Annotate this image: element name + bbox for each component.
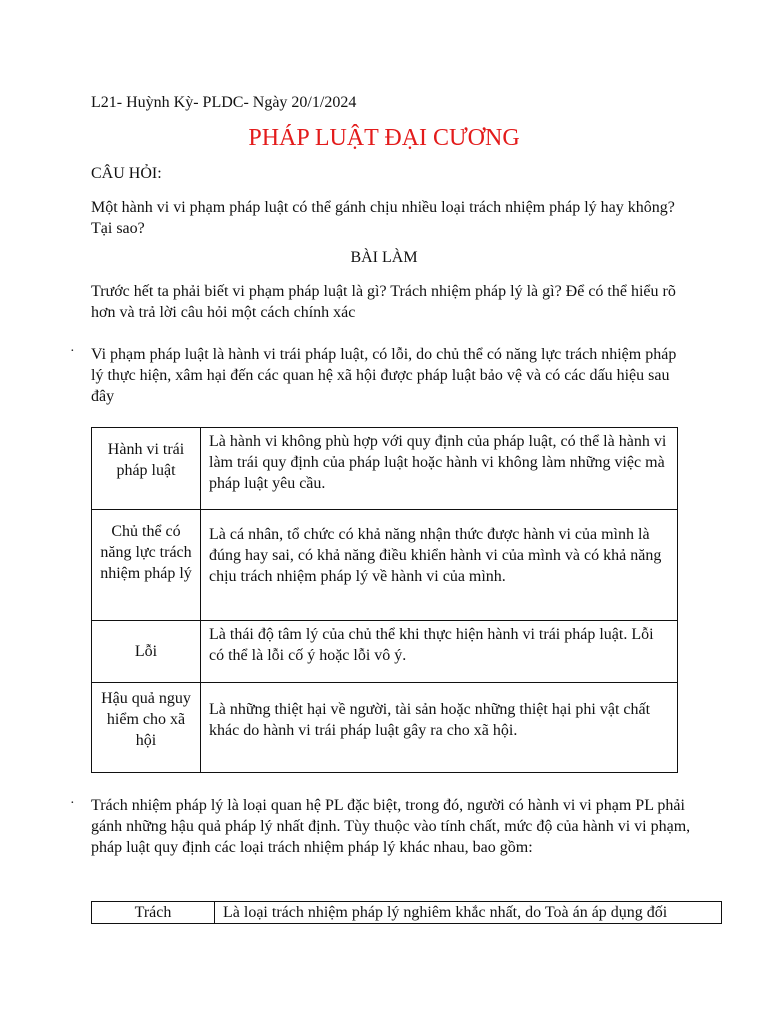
question-text: Một hành vi vi phạm pháp luật có thể gánh chịu nhiều loại trách nhiệm pháp lý hay không? Tại sao?	[91, 199, 675, 237]
table-cell-term: Chủ thể có năng lực trách nhiệm pháp lý	[92, 510, 201, 621]
document-title: PHÁP LUẬT ĐẠI CƯƠNG	[248, 125, 520, 151]
table-cell-definition: Là hành vi không phù hợp với quy định của pháp luật, có thể là hành vi làm trái quy định của pháp luật hoặc hành vi không làm những việc mà pháp luật yêu cầu.	[201, 428, 678, 510]
document-meta: L21- Huỳnh Kỳ- PLDC- Ngày 20/1/2024	[91, 94, 357, 111]
liability-types-table	[91, 901, 722, 924]
intro-paragraph: Trước hết ta phải biết vi phạm pháp luật là gì? Trách nhiệm pháp lý là gì? Để có thể hiểu rõ hơn và trả lời câu hỏi một cách chính xác	[91, 283, 676, 321]
table-cell-definition: Là những thiệt hại về người, tài sản hoặc những thiệt hại phi vật chất khác do hành vi trái pháp luật gây ra cho xã hội.	[201, 683, 678, 773]
table-cell-term: Hậu quả nguy hiểm cho xã hội	[92, 683, 201, 773]
violation-signs-table	[91, 427, 678, 773]
table-row	[92, 428, 678, 510]
table-cell-definition: Là loại trách nhiệm pháp lý nghiêm khắc nhất, do Toà án áp dụng đối	[215, 902, 722, 924]
table-cell-term: Lỗi	[92, 621, 201, 683]
question-label: CÂU HỎI:	[91, 165, 162, 182]
bullet-paragraph-liability: Trách nhiệm pháp lý là loại quan hệ PL đặc biệt, trong đó, người có hành vi vi phạm PL phải gánh những hậu quả pháp lý nhất định. Tùy thuộc vào tính chất, mức độ của hành vi vi phạm, pháp luật quy định các loại trách nhiệm pháp lý khác nhau, bao gồm:	[91, 797, 691, 856]
bullet-paragraph-violation: Vi phạm pháp luật là hành vi trái pháp luật, có lỗi, do chủ thể có năng lực trách nhiệm pháp lý thực hiện, xâm hại đến các quan hệ xã hội được pháp luật bảo vệ và có các dấu hiệu sau đây	[91, 346, 677, 405]
table-row	[92, 902, 722, 924]
table-row	[92, 621, 678, 683]
table-row	[92, 683, 678, 773]
table-cell-definition: Là cá nhân, tổ chức có khả năng nhận thức được hành vi của mình là đúng hay sai, có khả năng điều khiển hành vi của mình và có khả năng chịu trách nhiệm pháp lý về hành vi của mình.	[201, 510, 678, 621]
bullet-marker: ·	[70, 796, 75, 811]
bullet-marker: ·	[70, 344, 75, 359]
table-cell-term: Trách	[92, 902, 215, 924]
table-cell-term: Hành vi trái pháp luật	[92, 428, 201, 510]
table-cell-definition: Là thái độ tâm lý của chủ thể khi thực hiện hành vi trái pháp luật. Lỗi có thể là lỗi cố ý hoặc lỗi vô ý.	[201, 621, 678, 683]
answer-heading: BÀI LÀM	[350, 249, 418, 266]
table-row	[92, 510, 678, 621]
